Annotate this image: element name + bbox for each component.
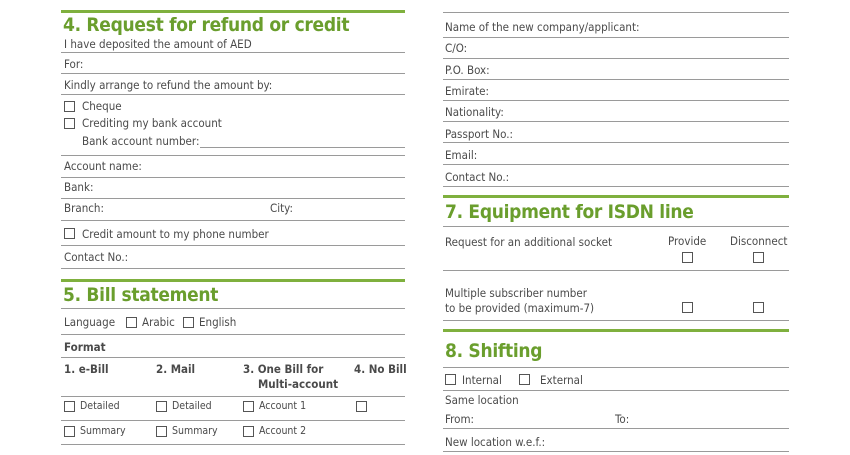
isdn-section-bar: [443, 195, 789, 198]
crediting-label: Crediting my bank account: [82, 116, 222, 130]
external-checkbox[interactable]: [519, 374, 530, 385]
divider: [443, 186, 789, 187]
divider: [443, 451, 789, 452]
from-label: From:: [445, 412, 475, 426]
bill-heading: 5. Bill statement: [63, 284, 219, 306]
divider: [443, 270, 789, 271]
account2-checkbox[interactable]: [243, 426, 254, 437]
msn-label-line1: Multiple subscriber number: [445, 286, 587, 300]
divider: [61, 155, 405, 156]
no-bill-column-label: 4. No Bill: [354, 362, 407, 376]
divider: [443, 12, 789, 13]
credit-phone-label: Credit amount to my phone number: [82, 227, 269, 241]
ebill-column-label: 1. e-Bill: [64, 362, 109, 376]
deposited-label: I have deposited the amount of AED: [64, 37, 252, 51]
cheque-checkbox[interactable]: [64, 101, 75, 112]
crediting-checkbox[interactable]: [64, 118, 75, 129]
city-label: City:: [270, 201, 293, 215]
divider: [61, 357, 405, 358]
divider: [61, 444, 405, 445]
bank-label: Bank:: [64, 180, 94, 194]
divider: [61, 268, 405, 269]
msn-provide-checkbox[interactable]: [682, 302, 693, 313]
co-label: C/O:: [445, 41, 468, 55]
refund-heading: 4. Request for refund or credit: [63, 14, 350, 36]
divider: [61, 198, 405, 199]
new-location-label: New location w.e.f.:: [445, 435, 546, 449]
branch-label: Branch:: [64, 201, 104, 215]
ebill-detailed-label: Detailed: [80, 400, 120, 412]
divider: [443, 100, 789, 101]
msn-disconnect-checkbox[interactable]: [753, 302, 764, 313]
divider: [443, 367, 789, 368]
applicant-contact-label: Contact No.:: [445, 170, 510, 184]
disconnect-label: Disconnect: [730, 234, 788, 248]
refund-section-bar: [61, 10, 405, 13]
mail-detailed-checkbox[interactable]: [156, 401, 167, 412]
format-label: Format: [64, 340, 106, 354]
multi-account-label: Multi-account: [258, 377, 339, 391]
divider: [61, 334, 405, 335]
email-label: Email:: [445, 148, 478, 162]
ebill-summary-checkbox[interactable]: [64, 426, 75, 437]
isdn-heading: 7. Equipment for ISDN line: [445, 201, 694, 223]
divider: [443, 390, 789, 391]
external-label: External: [540, 373, 583, 387]
socket-provide-checkbox[interactable]: [682, 252, 693, 263]
arabic-checkbox[interactable]: [126, 317, 137, 328]
account1-label: Account 1: [259, 400, 307, 412]
provide-label: Provide: [668, 234, 707, 248]
divider: [61, 245, 405, 246]
arrange-label: Kindly arrange to refund the amount by:: [64, 78, 273, 92]
internal-label: Internal: [462, 373, 502, 387]
to-label: To:: [615, 412, 630, 426]
language-label: Language: [64, 315, 116, 329]
divider: [443, 121, 789, 122]
refund-contact-label: Contact No.:: [64, 250, 129, 264]
divider: [61, 420, 405, 421]
ebill-detailed-checkbox[interactable]: [64, 401, 75, 412]
account1-checkbox[interactable]: [243, 401, 254, 412]
bank-account-number-field[interactable]: [200, 147, 405, 148]
divider: [61, 94, 405, 95]
company-label: Name of the new company/applicant:: [445, 20, 640, 34]
shifting-section-bar: [443, 329, 789, 332]
emirate-label: Emirate:: [445, 84, 489, 98]
divider: [61, 177, 405, 178]
msn-label-line2: to be provided (maximum-7): [445, 301, 595, 315]
english-checkbox[interactable]: [183, 317, 194, 328]
pobox-label: P.O. Box:: [445, 63, 490, 77]
one-bill-column-label: 3. One Bill for: [243, 362, 324, 376]
divider: [443, 142, 789, 143]
bank-account-number-label: Bank account number:: [82, 134, 200, 148]
english-label: English: [199, 315, 237, 329]
account-name-label: Account name:: [64, 159, 142, 173]
no-bill-checkbox[interactable]: [356, 401, 367, 412]
divider: [443, 79, 789, 80]
socket-label: Request for an additional socket: [445, 235, 613, 249]
for-label: For:: [64, 57, 84, 71]
divider: [443, 58, 789, 59]
shifting-heading: 8. Shifting: [445, 340, 543, 362]
arabic-label: Arabic: [142, 315, 175, 329]
socket-disconnect-checkbox[interactable]: [753, 252, 764, 263]
internal-checkbox[interactable]: [445, 374, 456, 385]
divider: [443, 164, 789, 165]
account2-label: Account 2: [259, 425, 307, 437]
divider: [61, 220, 405, 221]
mail-summary-label: Summary: [172, 425, 218, 437]
divider: [61, 396, 405, 397]
mail-column-label: 2. Mail: [156, 362, 196, 376]
ebill-summary-label: Summary: [80, 425, 126, 437]
divider: [443, 320, 789, 321]
nationality-label: Nationality:: [445, 105, 504, 119]
divider: [443, 428, 789, 429]
mail-summary-checkbox[interactable]: [156, 426, 167, 437]
divider: [443, 226, 789, 227]
cheque-label: Cheque: [82, 99, 122, 113]
divider: [61, 308, 405, 309]
divider: [61, 73, 405, 74]
passport-label: Passport No.:: [445, 127, 513, 141]
divider: [61, 52, 405, 53]
bill-section-bar: [61, 279, 405, 282]
credit-phone-checkbox[interactable]: [64, 228, 75, 239]
mail-detailed-label: Detailed: [172, 400, 212, 412]
divider: [443, 37, 789, 38]
same-location-label: Same location: [445, 393, 519, 407]
